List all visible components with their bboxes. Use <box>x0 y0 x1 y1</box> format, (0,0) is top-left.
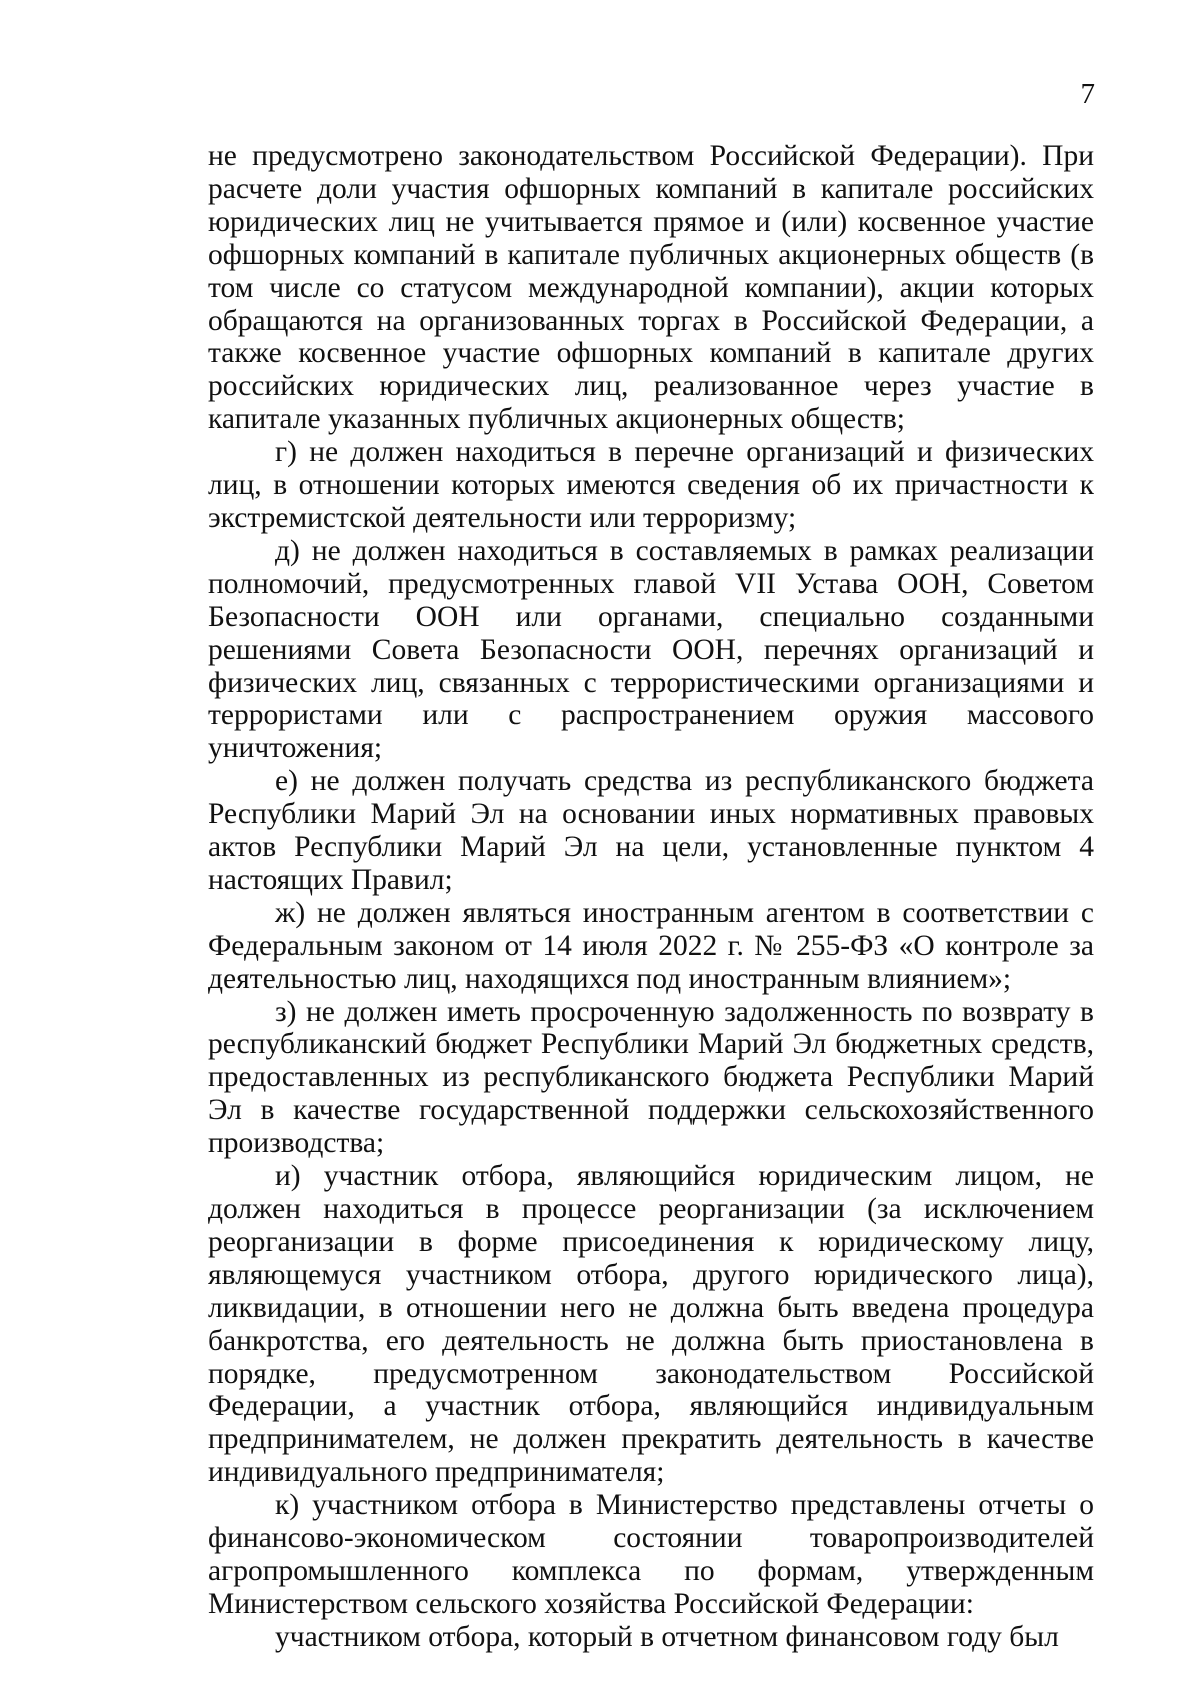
paragraph-z-overdue-debt: з) не должен иметь просроченную задолженность по возврату в республиканский бюджет Республики Марий Эл бюджетных средств, предоставленных из республиканского бюджета Республики Марий Эл в качестве государственной поддержки сельскохозяйственного производства; <box>208 995 1094 1160</box>
paragraph-d-un-security-council-list: д) не должен находиться в составляемых в рамках реализации полномочий, предусмотренных главой VII Устава ООН, Советом Безопасности ООН или органами, специально созданными решениями Совета Безопасности ООН, перечнях организаций и физических лиц, связанных с террористическими организациями и террористами или с распространением оружия массового уничтожения; <box>208 534 1094 765</box>
document-body <box>208 140 1094 1654</box>
paragraph-e-other-budget-funds: е) не должен получать средства из республиканского бюджета Республики Марий Эл на основании иных нормативных правовых актов Республики Марий Эл на цели, установленные пунктом 4 настоящих Правил; <box>208 765 1094 896</box>
page-number: 7 <box>1080 78 1095 110</box>
paragraph-reporting-year-participant: участником отбора, который в отчетном финансовом году был <box>275 1620 1059 1653</box>
paragraph-offshore-participation: не предусмотрено законодательством Российской Федерации). При расчете доли участия офшорных компаний в капитале российских юридических лиц не учитывается прямое и (или) косвенное участие офшорных компаний в капитале публичных акционерных обществ (в том числе со статусом международной компании), акции которых обращаются на организованных торгах в Российской Федерации, а также косвенное участие офшорных компаний в капитале других российских юридических лиц, реализованное через участие в капитале указанных публичных акционерных обществ; <box>208 140 1094 436</box>
paragraph-i-reorganization-bankruptcy: и) участник отбора, являющийся юридическим лицом, не должен находиться в процессе реорганизации (за исключением реорганизации в форме присоединения к юридическому лицу, являющемуся участником отбора, другого юридического лица), ликвидации, в отношении него не должна быть введена процедура банкротства, его деятельность не должна быть приостановлена в порядке, предусмотренном законодательством Российской Федерации, а участник отбора, являющийся индивидуальным предпринимателем, не должен прекратить деятельность в качестве индивидуального предпринимателя; <box>208 1160 1094 1489</box>
paragraph-zh-foreign-agent: ж) не должен являться иностранным агентом в соответствии с Федеральным законом от 14 июля 2022 г. № 255-ФЗ «О контроле за деятельностью лиц, находящихся под иностранным влиянием»; <box>208 896 1094 995</box>
paragraph-g-extremism-list: г) не должен находиться в перечне организаций и физических лиц, в отношении которых имеются сведения об их причастности к экстремистской деятельности или терроризму; <box>208 436 1094 534</box>
paragraph-k-financial-reports: к) участником отбора в Министерство представлены отчеты о финансово-экономическом состоянии товаропроизводителей агропромышленного комплекса по формам, утвержденным Министерством сельского хозяйства Российской Федерации: <box>208 1489 1094 1620</box>
